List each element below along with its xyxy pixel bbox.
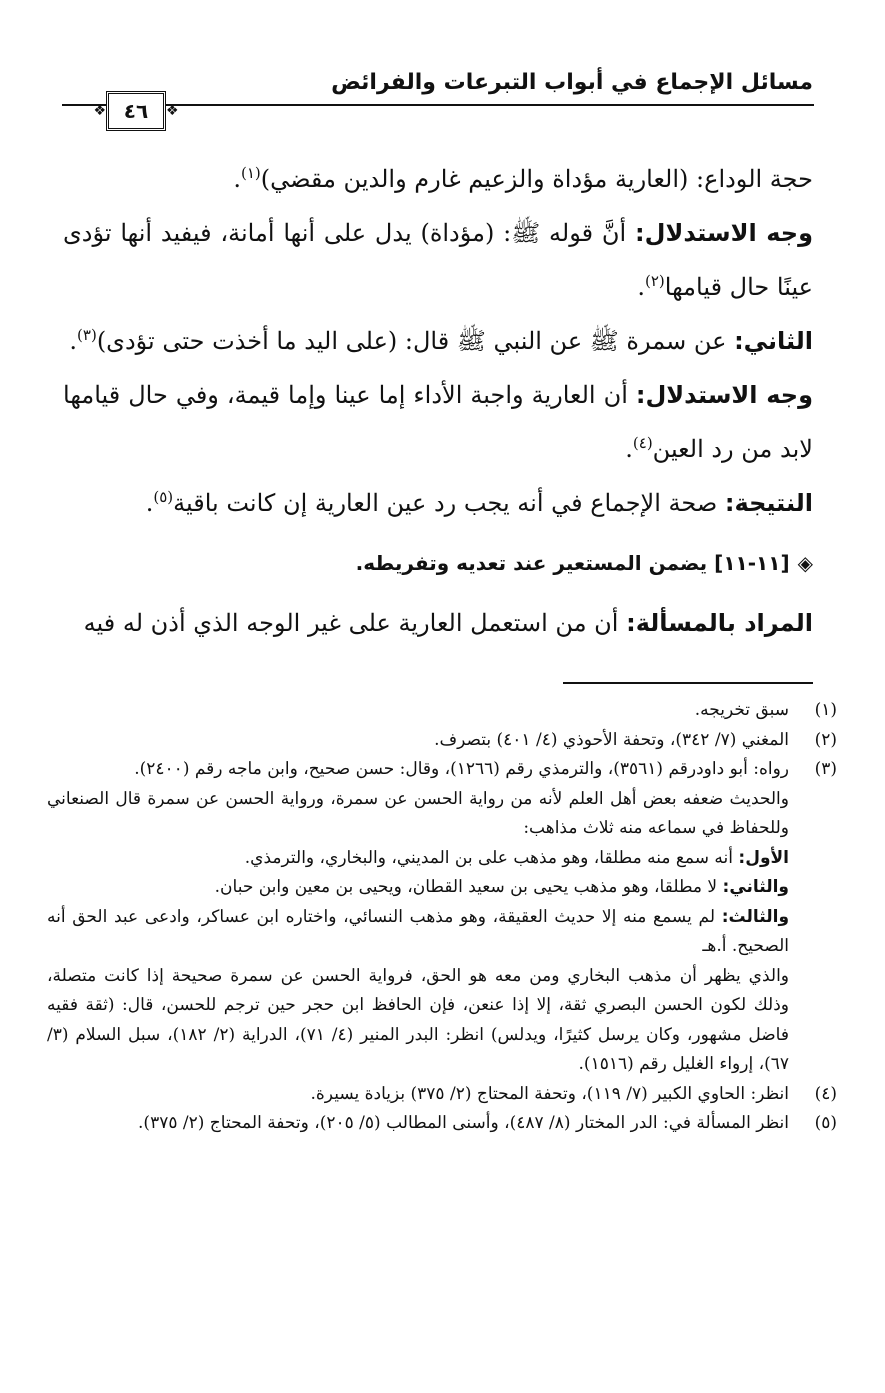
footnote-3-discussion: والحديث ضعفه بعض أهل العلم لأنه من رواية الحسن عن سمرة، ورواية الحسن عن سمرة قال الصنعاني وللحفاظ في سماعه منه ثلاث مذاهب: (47, 788, 789, 838)
footnotes (47, 696, 837, 1139)
diamond-bullet-icon: ◈ (797, 551, 813, 575)
paragraph-meaning: المراد بالمسألة: أن من استعمل العارية على غير الوجه الذي أذن له فيه (83, 609, 813, 637)
footnote-3-view-1: الأول: أنه سمع منه مطلقا، وهو مذهب على بن المديني، والبخاري، والترمذي. (244, 847, 789, 868)
footnote-ref[interactable]: (٥) (153, 488, 174, 506)
ornament-left-icon: ❖ (166, 103, 179, 119)
paragraph-istidlal-1: وجه الاستدلال: أنَّ قوله ﷺ: (مؤداة) يدل على أنها أمانة، فيفيد أنها تؤدى عينًا حال قيامها$^{(٢)}$. (63, 219, 813, 301)
footnote-3-view-3: والثالث: لم يسمع منه إلا حديث العقيقة، وهو مذهب النسائي، واختاره ابن عساكر، وادعى عبد الحق أنه الصحيح. أ.هـ (47, 906, 790, 956)
footnote-ref[interactable]: (١) (240, 164, 261, 182)
footnote-3: (٣) رواه: أبو داودرقم (٣٥٦١)، والترمذي رقم (١٢٦٦)، وقال: حسن صحيح، وابن ماجه رقم (٢٤٠٠). (134, 759, 837, 779)
running-title: مسائل الإجماع في أبواب التبرعات والفرائض (331, 69, 813, 95)
footnote-ref[interactable]: (٤) (632, 434, 653, 452)
paragraph-hadith: حجة الوداع: (العارية مؤداة والزعيم غارم والدين مقضي)$^{(١)}$. (233, 164, 813, 193)
issue-title: [١١-١١] يضمن المستعير عند تعديه وتفريطه. (355, 551, 790, 575)
main-text (63, 152, 813, 650)
paragraph-second: الثاني: عن سمرة ﷺ عن النبي ﷺ قال: (على اليد ما أخذت حتى تؤدى)$^{(٣)}$. (69, 326, 813, 355)
footnote-3-conclusion: والذي يظهر أن مذهب البخاري ومن معه هو الحق، فرواية الحسن عن سمرة صحيحة إذا كانت متصلة، وذلك لكون الحسن البصري ثقة، إلا إذا عنعن، فإن الحافظ ابن حجر حين ترجم للحسن، قال: (ثقة فقيه فاضل مشهور، وكان يرسل كثيرًا، ويدلس) انظر: البدر المنير (٤/ ٧١)، الدراية (٢/ ١٨٢)، سبل السلام (٣/ ٦٧)، إرواء الغليل رقم (١٥١٦). (47, 965, 789, 1074)
footnote-ref[interactable]: (٣) (77, 326, 97, 344)
page-number-frame (106, 91, 166, 131)
page-number: ٤٦ (123, 99, 149, 123)
paragraph-istidlal-2: وجه الاستدلال: أن العارية واجبة الأداء إما عينا وإما قيمة، وفي حال قيامها لابد من رد العين$^{(٤)}$. (63, 381, 814, 463)
footnote-1: (١) سبق تخريجه. (694, 700, 837, 720)
footnote-ref[interactable]: (٢) (645, 272, 665, 290)
footnote-3-view-2: والثاني: لا مطلقا، وهو مذهب يحيى بن سعيد القطان، ويحيى بن معين وابن حبان. (214, 877, 789, 897)
footnote-separator (563, 682, 813, 684)
page-number-box (91, 91, 181, 131)
issue-heading (63, 536, 813, 590)
ornament-right-icon: ❖ (93, 103, 106, 119)
footnote-5: (٥) انظر المسألة في: الدر المختار (٨/ ٤٨٧)، وأسنى المطالب (٥/ ٢٠٥)، وتحفة المحتاج (٢/ ٣٧٥). (138, 1113, 837, 1133)
paragraph-result: النتيجة: صحة الإجماع في أنه يجب رد عين العارية إن كانت باقية$^{(٥)}$. (145, 488, 813, 517)
footnote-4: (٤) انظر: الحاوي الكبير (٧/ ١١٩)، وتحفة المحتاج (٢/ ٣٧٥) بزيادة يسيرة. (310, 1083, 837, 1104)
footnote-2: (٢) المغني (٧/ ٣٤٢)، وتحفة الأحوذي (٤/ ٤٠١) بتصرف. (434, 729, 837, 750)
